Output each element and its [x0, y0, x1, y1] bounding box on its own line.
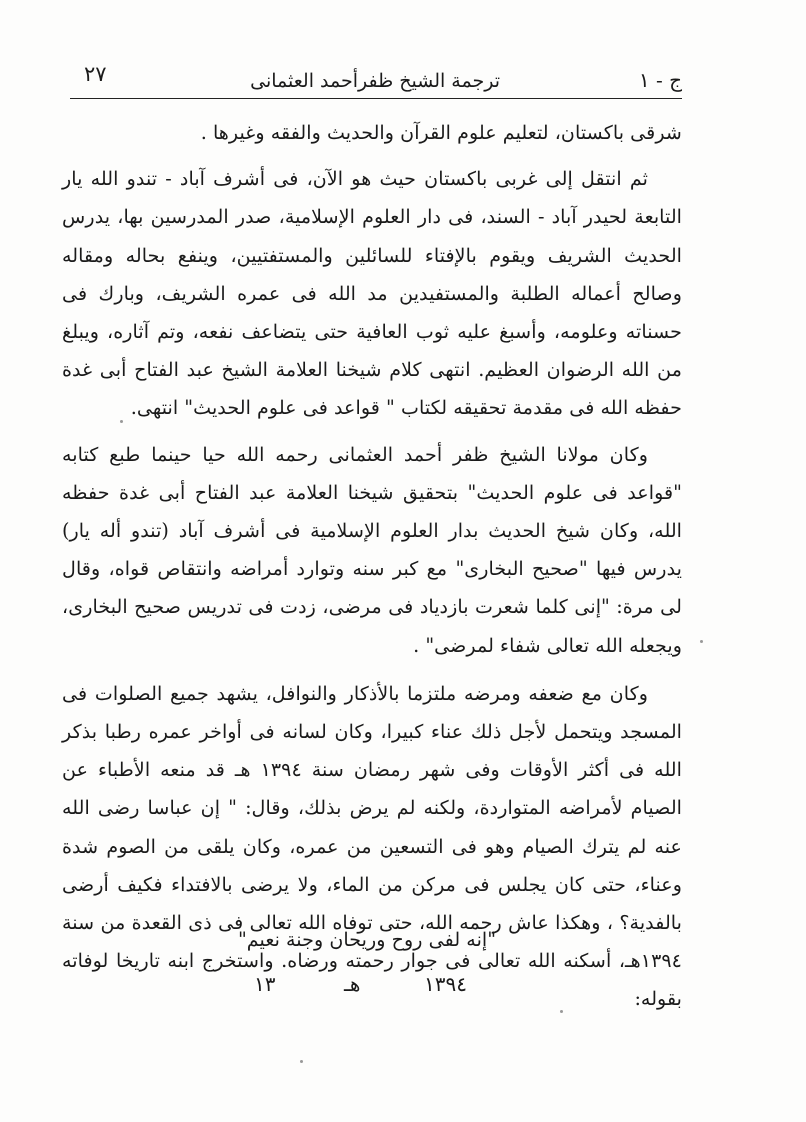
verse-text: "إنه لفی روح وریحان وجنة نعیم" [237, 928, 497, 951]
paragraph: وكان مع ضعفه ومرضه ملتزما بالأذكار والنوافل، یشهد جمیع الصلوات فی المسجد ویتحمل لأجل ذلك عناء كبیرا، وكان لسانه فی أواخر عمره رطبا بذكر الله فی أكثر الأوقات وفی شهر رمضان سنة ١٣٩٤ هـ قد منعه الأطباء عن الصیام لأمراضه المتواردة، ولكنه لم یرض بذلك، وقال: " إن عباسا رضی الله عنه لم یترك الصیام وهو فی التسعین من عمره، وكان یلقی من الصوم شدة وعناء، حتی كان یجلس فی مركن من الماء، ولا یرضی بالافتداء فكیف أرضی بالفدیة؟ ، وهكذا عاش رحمه الله، حتی توفاه الله تعالی فی ذی القعدة من سنة ١٣٩٤هـ، أسكنه الله تعالی فی جوار رحمته ورضاه. واستخرج ابنه تاریخا لوفاته بقوله: [62, 681, 682, 1011]
paragraph: ثم انتقل إلی غربی باکستان حیث هو الآن، فی أشرف آباد - تندو الله یار التابعة لحیدر آباد - السند، فی دار العلوم الإسلامیة، صدر المدرسین بها، یدرس الحدیث الشریف ویقوم بالإفتاء للسائلین والمستفتیین، وینفع بحاله ومقاله وصالح أعماله الطلبة والمستفیدین مد الله فی عمره الشریف، وبارك فی حسناته وعلومه، وأسبغ علیه ثوب العافیة حتی یتضاعف نفعه، وتم آثاره، ویبلغ من الله الرضوان العظیم. انتهی كلام شیخنا العلامة الشیخ عبد الفتاح أبی غدة حفظه الله فی مقدمة تحقیقه لكتاب " قواعد فی علوم الحدیث" انتهی. [62, 167, 682, 420]
volume-label: ج - ١ [638, 68, 682, 92]
paragraph: شرقی باکستان، لتعلیم علوم القرآن والحدیث والفقه وغیرها . [200, 121, 682, 144]
header-rule [70, 98, 682, 99]
scan-speck [120, 420, 123, 423]
paragraph: وكان مولانا الشیخ ظفر أحمد العثمانی رحمه الله حیا حینما طبع كتابه "قواعد فی علوم الحدیث" بتحقیق شیخنا العلامة عبد الفتاح أبی غدة حفظه الله، وكان شیخ الحدیث بدار العلوم الإسلامیة فی أشرف آباد (تندو أله یار) یدرس فیها "صحیح البخاری" مع كبر سنه وتوارد أمراضه وانتقاص قواه، وقال لی مرة: "إنی كلما شعرت بازدیاد فی مرضی، زدت فی تدریس صحیح البخاری، ویجعله الله تعالی شفاء لمرضی" . [62, 442, 682, 657]
chronogram-era: هـ [344, 972, 361, 996]
page-header [70, 62, 682, 98]
body-text [62, 114, 682, 1019]
chronogram-year: ١٣٩٤ [424, 972, 467, 996]
chronogram-number: ١٣ [254, 972, 276, 996]
running-title: ترجمة الشيخ ظفرأحمد العثمانى [250, 70, 500, 92]
verse-line [62, 928, 682, 951]
scan-speck [700, 640, 703, 643]
chronogram-row [0, 972, 806, 1002]
scan-speck [560, 1010, 563, 1013]
scan-speck [300, 1060, 303, 1063]
page-number: ٢٧ [84, 62, 107, 86]
